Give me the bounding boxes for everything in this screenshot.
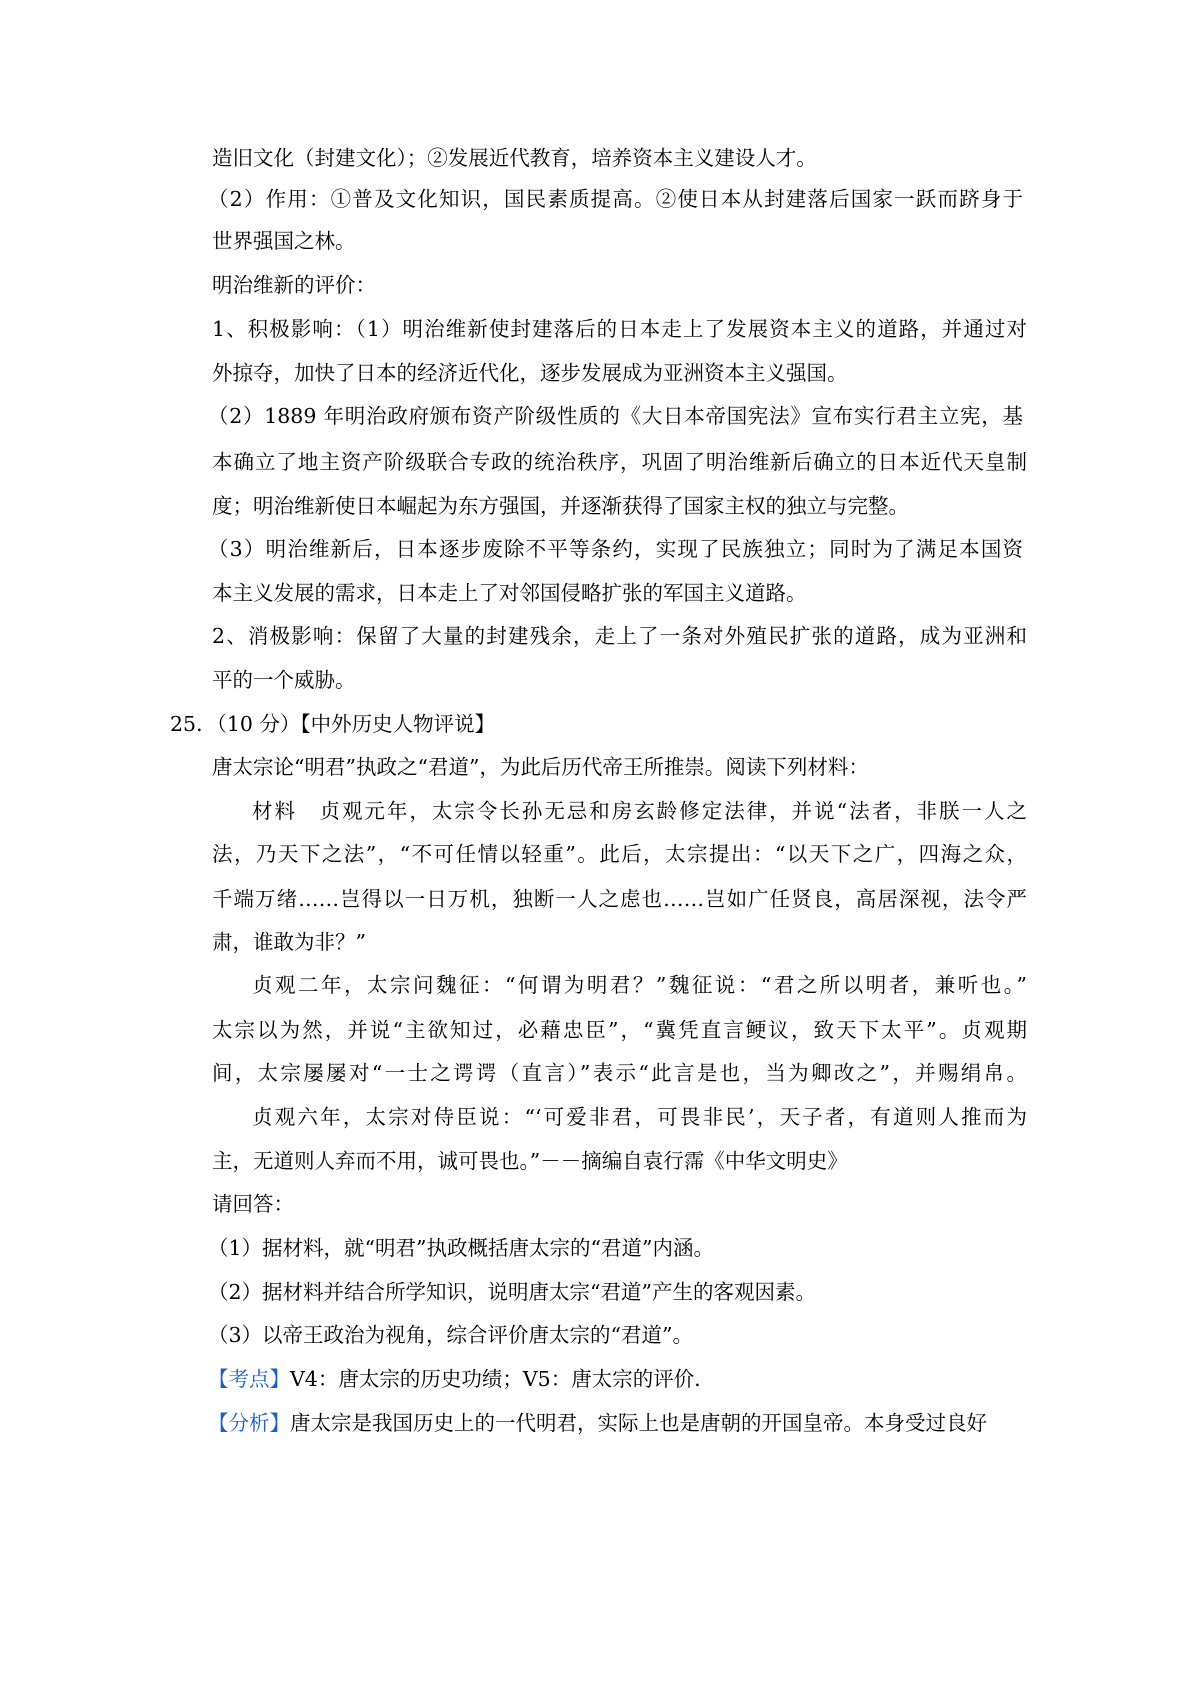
- text-line: （2）作用：①普及文化知识，国民素质提高。②使日本从封建落后国家一跃而跻身于: [208, 187, 1023, 211]
- text-line: 2、消极影响：保留了大量的封建残余，走上了一条对外殖民扩张的道路，成为亚洲和: [212, 624, 1027, 648]
- question-item: （2）据材料并结合所学知识，说明唐太宗“君道”产生的客观因素。: [208, 1280, 817, 1304]
- text-line: 唐太宗论“明君”执政之“君道”，为此后历代帝王所推崇。阅读下列材料：: [212, 755, 869, 779]
- section-heading: 明治维新的评价：: [212, 273, 376, 297]
- text-line: 平的一个威胁。: [212, 668, 356, 692]
- text-line: 1、积极影响：（1）明治维新使封建落后的日本走上了发展资本主义的道路，并通过对: [212, 317, 1027, 341]
- material-line: 材料 贞观元年，太宗令长孙无忌和房玄龄修定法律，并说“法者，非朕一人之: [252, 799, 1027, 823]
- fenxi-text: 唐太宗是我国历史上的一代明君，实际上也是唐朝的开国皇帝。本身受过良好: [290, 1411, 987, 1435]
- material-line: 主，无道则人弃而不用，诚可畏也。”－－摘编自袁行霈《中华文明史》: [212, 1149, 848, 1173]
- question-item: （1）据材料，就“明君”执政概括唐太宗的“君道”内涵。: [208, 1236, 714, 1260]
- fenxi-line: [208, 1408, 1023, 1438]
- material-line: 贞观二年，太宗问魏征：“何谓为明君？”魏征说：“君之所以明者，兼听也。”: [252, 973, 1027, 997]
- material-line: 太宗以为然，并说“主欲知过，必藉忠臣”，“冀凭直言鲠议，致天下太平”。贞观期: [212, 1018, 1027, 1042]
- text-line: （2）1889 年明治政府颁布资产阶级性质的《大日本帝国宪法》宣布实行君主立宪，基: [208, 404, 1023, 428]
- prompt-label: 请回答：: [212, 1192, 294, 1216]
- text-line: 本主义发展的需求，日本走上了对邻国侵略扩张的军国主义道路。: [212, 581, 807, 605]
- question-item: （3）以帝王政治为视角，综合评价唐太宗的“君道”。: [208, 1323, 694, 1347]
- material-line: 法，乃天下之法”，“不可任情以轻重”。此后，太宗提出：“以天下之广，四海之众，: [212, 842, 1027, 866]
- material-line: 间，太宗屡屡对“一士之谔谔（直言）”表示“此言是也，当为卿改之”，并赐绢帛。: [212, 1061, 1027, 1085]
- material-line: 千端万绪……岂得以一日万机，独断一人之虑也……岂如广任贤良，高居深视，法令严: [212, 887, 1027, 911]
- question-heading: 25．（10 分）【中外历史人物评说】: [170, 712, 496, 736]
- fenxi-tag: 【分析】: [208, 1411, 290, 1435]
- text-line: 世界强国之林。: [212, 229, 356, 253]
- material-line: 肃，谁敢为非？”: [212, 930, 366, 954]
- text-line: 外掠夺，加快了日本的经济近代化，逐步发展成为亚洲资本主义强国。: [212, 361, 848, 385]
- text-line: 造旧文化（封建文化）；②发展近代教育，培养资本主义建设人才。: [212, 146, 817, 170]
- kaodian-text: V4：唐太宗的历史功绩；V5：唐太宗的评价．: [290, 1367, 715, 1391]
- text-line: 本确立了地主资产阶级联合专政的统治秩序，巩固了明治维新后确立的日本近代天皇制: [212, 450, 1027, 474]
- material-line: 贞观六年，太宗对侍臣说：“‘可爱非君，可畏非民’，天子者，有道则人推而为: [252, 1105, 1027, 1129]
- text-line: （3）明治维新后，日本逐步废除不平等条约，实现了民族独立；同时为了满足本国资: [208, 537, 1023, 561]
- kaodian-line: [208, 1364, 1023, 1394]
- text-line: 度；明治维新使日本崛起为东方强国，并逐渐获得了国家主权的独立与完整。: [212, 494, 909, 518]
- kaodian-tag: 【考点】: [208, 1367, 290, 1391]
